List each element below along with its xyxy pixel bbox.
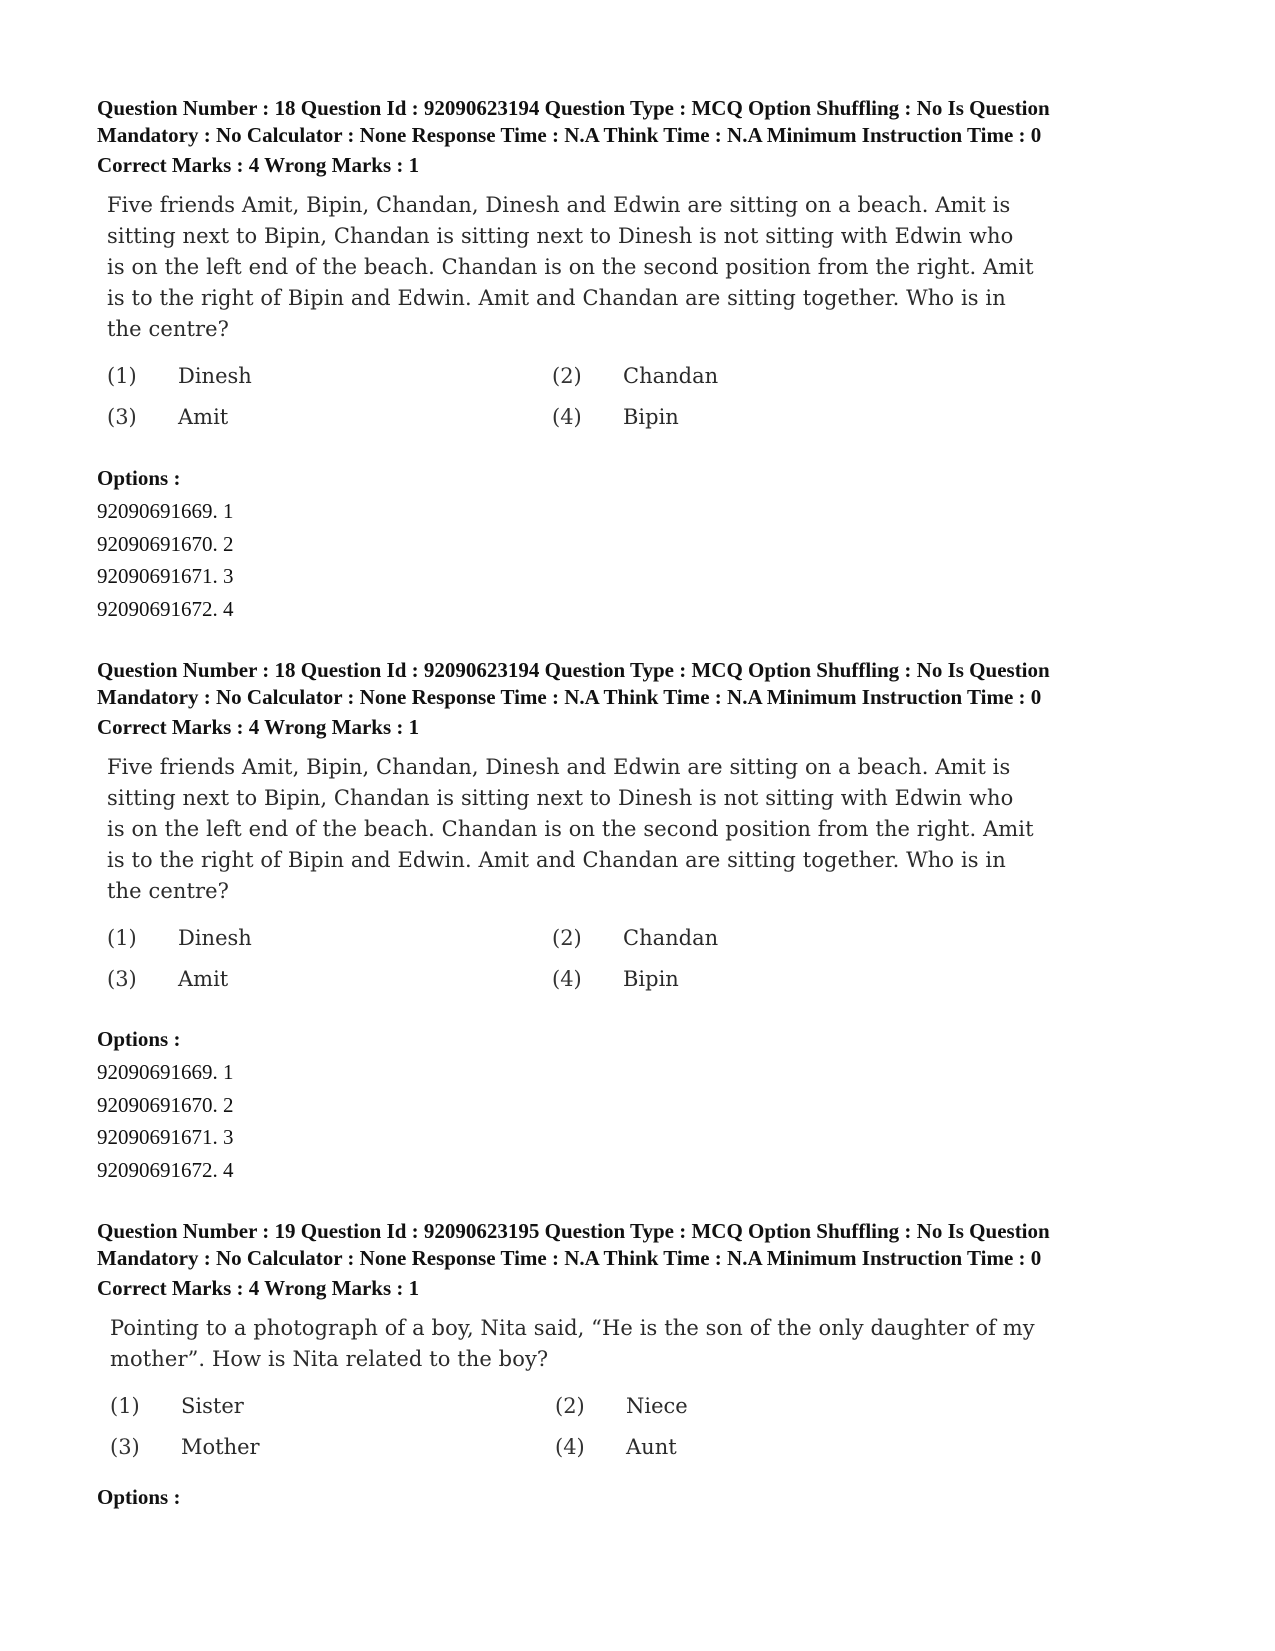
question-text-line: is on the left end of the beach. Chandan is on the second position from the right. Amit <box>107 817 1034 841</box>
options-label: Options : <box>97 1027 181 1051</box>
choice-number: (3) <box>110 1435 140 1459</box>
choice-number: (1) <box>110 1394 140 1418</box>
choice-number: (4) <box>552 967 582 991</box>
answer-choice <box>107 361 552 392</box>
question-meta-line: Mandatory : No Calculator : None Response Time : N.A Think Time : N.A Minimum Instruction Time : 0 <box>97 1245 1042 1270</box>
option-id-item: 92090691671. 3 <box>97 1125 234 1149</box>
question-marks: Correct Marks : 4 Wrong Marks : 1 <box>97 715 420 739</box>
answer-choice <box>107 402 552 433</box>
choice-text: Niece <box>626 1394 688 1418</box>
options-block <box>97 1026 1207 1186</box>
answer-choice <box>552 402 997 433</box>
choice-number: (2) <box>552 926 582 950</box>
question-text-line: is on the left end of the beach. Chandan is on the second position from the right. Amit <box>107 255 1034 279</box>
answer-choice <box>552 923 997 954</box>
question-text-line: is to the right of Bipin and Edwin. Amit and Chandan are sitting together. Who is in <box>107 848 1006 872</box>
answer-choice <box>555 1432 1000 1463</box>
answer-choices <box>107 361 1067 433</box>
choice-text: Chandan <box>623 926 719 950</box>
answer-choice <box>107 964 552 995</box>
question-marks: Correct Marks : 4 Wrong Marks : 1 <box>97 1276 420 1300</box>
option-id-item: 92090691670. 2 <box>97 1092 234 1117</box>
question-text-line: Five friends Amit, Bipin, Chandan, Dinesh and Edwin are sitting on a beach. Amit is <box>107 755 1011 779</box>
option-id-item: 92090691670. 2 <box>97 531 234 556</box>
answer-choices <box>110 1391 1070 1463</box>
options-label: Options : <box>97 466 181 490</box>
choice-text: Amit <box>178 405 229 429</box>
choice-number: (1) <box>107 926 137 950</box>
answer-choice <box>107 923 552 954</box>
option-id-item: 92090691672. 4 <box>97 1157 234 1182</box>
question-text-line: sitting next to Bipin, Chandan is sitting next to Dinesh is not sitting with Edwin who <box>107 786 1014 810</box>
option-id-item: 92090691669. 1 <box>97 1060 234 1084</box>
choice-text: Sister <box>181 1394 244 1418</box>
question-marks: Correct Marks : 4 Wrong Marks : 1 <box>97 153 420 177</box>
choice-text: Mother <box>181 1435 260 1459</box>
question-body <box>110 1313 1070 1463</box>
choice-number: (2) <box>552 364 582 388</box>
question-body <box>107 752 1067 995</box>
answer-choice <box>110 1391 555 1422</box>
option-id-list <box>97 495 1207 625</box>
question-block <box>97 1218 1207 1463</box>
question-text-line: sitting next to Bipin, Chandan is sitting next to Dinesh is not sitting with Edwin who <box>107 224 1014 248</box>
question-meta-line: Question Number : 18 Question Id : 92090623194 Question Type : MCQ Option Shuffling : No Is Question <box>97 658 1050 682</box>
choice-number: (4) <box>552 405 582 429</box>
options-label: Options : <box>97 1485 181 1509</box>
choice-text: Dinesh <box>178 364 252 388</box>
option-id-list <box>97 1056 1207 1186</box>
options-block <box>97 1484 1207 1510</box>
answer-choices <box>107 923 1067 995</box>
answer-choice <box>552 361 997 392</box>
choice-text: Chandan <box>623 364 719 388</box>
question-text-line: the centre? <box>107 879 230 903</box>
option-id-item: 92090691671. 3 <box>97 564 234 588</box>
question-meta-line: Mandatory : No Calculator : None Response Time : N.A Think Time : N.A Minimum Instruction Time : 0 <box>97 122 1042 147</box>
choice-text: Amit <box>178 967 229 991</box>
options-block <box>97 465 1207 625</box>
question-text-line: the centre? <box>107 317 230 341</box>
choice-text: Bipin <box>623 967 679 991</box>
choice-text: Dinesh <box>178 926 252 950</box>
answer-choice <box>110 1432 555 1463</box>
question-block <box>97 95 1207 433</box>
choice-text: Bipin <box>623 405 679 429</box>
choice-number: (1) <box>107 364 137 388</box>
question-text-line: mother”. How is Nita related to the boy? <box>110 1347 549 1371</box>
choice-number: (4) <box>555 1435 585 1459</box>
question-meta-line: Mandatory : No Calculator : None Response Time : N.A Think Time : N.A Minimum Instruction Time : 0 <box>97 684 1042 709</box>
choice-number: (2) <box>555 1394 585 1418</box>
answer-choice <box>555 1391 1000 1422</box>
question-body <box>107 190 1067 433</box>
option-id-item: 92090691669. 1 <box>97 499 234 523</box>
question-text-line: is to the right of Bipin and Edwin. Amit and Chandan are sitting together. Who is in <box>107 286 1006 310</box>
question-meta-line: Question Number : 19 Question Id : 92090623195 Question Type : MCQ Option Shuffling : No Is Question <box>97 1219 1050 1243</box>
question-text-line: Five friends Amit, Bipin, Chandan, Dinesh and Edwin are sitting on a beach. Amit is <box>107 193 1011 217</box>
choice-text: Aunt <box>626 1435 677 1459</box>
option-id-item: 92090691672. 4 <box>97 596 234 621</box>
question-meta-line: Question Number : 18 Question Id : 92090623194 Question Type : MCQ Option Shuffling : No Is Question <box>97 96 1050 120</box>
choice-number: (3) <box>107 405 137 429</box>
answer-choice <box>552 964 997 995</box>
question-text-line: Pointing to a photograph of a boy, Nita said, “He is the son of the only daughter of my <box>110 1316 1035 1340</box>
choice-number: (3) <box>107 967 137 991</box>
question-block <box>97 657 1207 995</box>
